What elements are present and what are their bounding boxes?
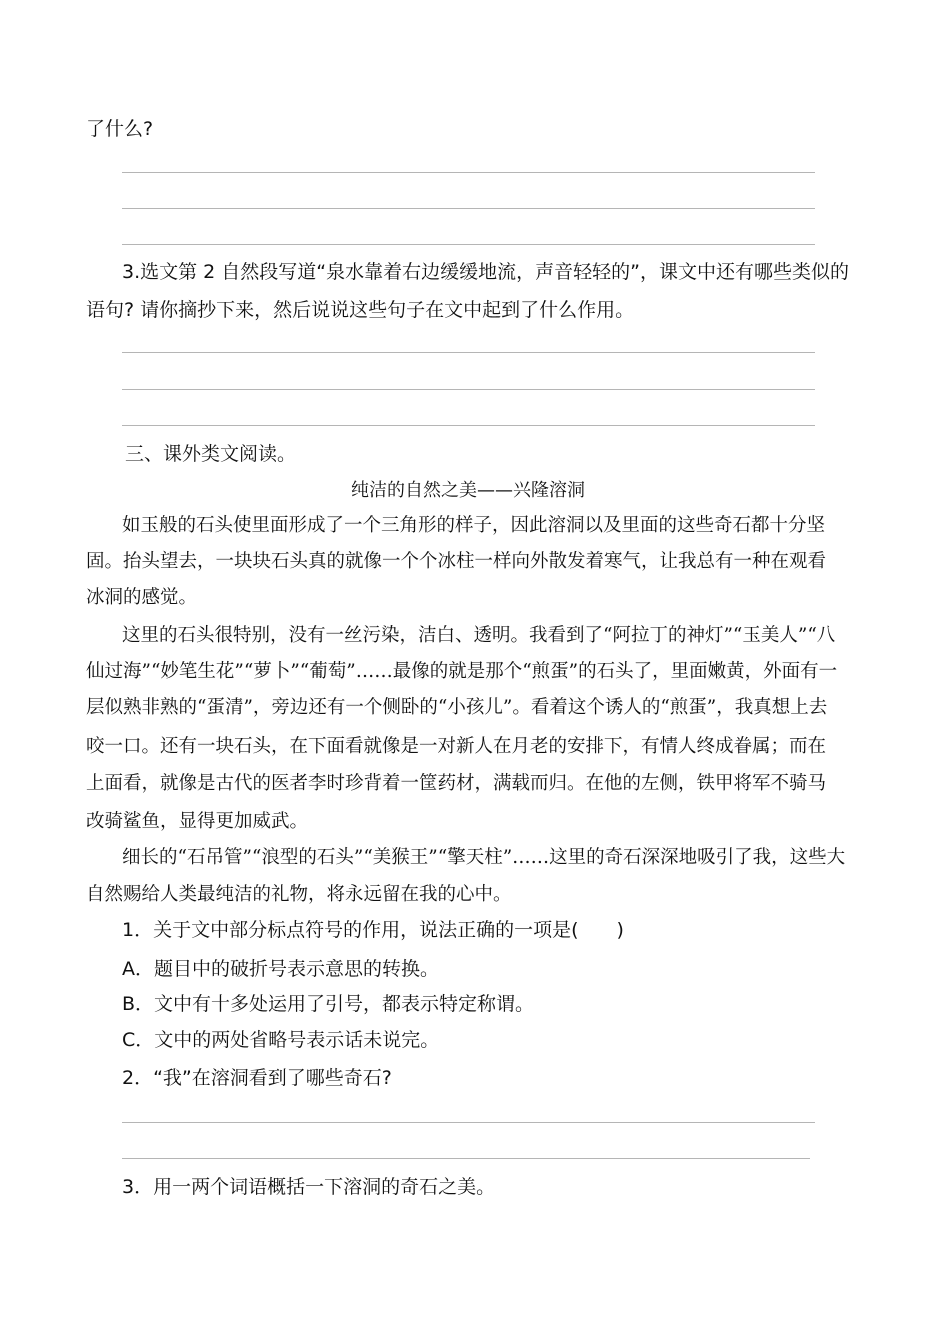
answer-line bbox=[122, 425, 815, 426]
question-2: 2．“我”在溶洞看到了哪些奇石? bbox=[122, 1067, 392, 1089]
article-p2-line-2: 仙过海”“妙笔生花”“萝卜”“葡萄”……最像的就是那个“煎蛋”的石头了，里面嫩黄，外面有一 bbox=[86, 661, 838, 682]
article-p1-line-2: 固。抬头望去，一块块石头真的就像一个个冰柱一样向外散发着寒气，让我总有一种在观看 bbox=[86, 551, 827, 572]
article-p3-line-2: 自然赐给人类最纯洁的礼物，将永远留在我的心中。 bbox=[86, 884, 512, 905]
option-c: C．文中的两处省略号表示话未说完。 bbox=[122, 1029, 440, 1051]
article-p2-line-4: 咬一口。还有一块石头，在下面看就像是一对新人在月老的安排下，有情人终成眷属；而在 bbox=[86, 736, 827, 757]
question-3-line-1: 3.选文第 2 自然段写道“泉水靠着右边缓缓地流，声音轻轻的”，课文中还有哪些类似的 bbox=[122, 261, 849, 283]
question-3-line-2: 语句? 请你摘抄下来，然后说说这些句子在文中起到了什么作用。 bbox=[86, 299, 635, 321]
answer-line bbox=[122, 1122, 815, 1123]
article-title: 纯洁的自然之美——兴隆溶洞 bbox=[351, 480, 585, 501]
article-p2-line-3: 层似熟非熟的“蛋清”，旁边还有一个侧卧的“小孩儿”。看着这个诱人的“煎蛋”，我真想上去 bbox=[86, 697, 828, 718]
article-p1-line-3: 冰洞的感觉。 bbox=[86, 587, 198, 608]
article-p2-line-1: 这里的石头很特别，没有一丝污染，洁白、透明。我看到了“阿拉丁的神灯”“玉美人”“八 bbox=[122, 625, 836, 646]
section-heading: 三、课外类文阅读。 bbox=[125, 443, 297, 465]
question-1: 1．关于文中部分标点符号的作用，说法正确的一项是( ) bbox=[122, 919, 624, 941]
answer-line bbox=[122, 172, 815, 173]
question-tail: 了什么? bbox=[86, 118, 154, 140]
article-p2-line-5: 上面看，就像是古代的医者李时珍背着一筐药材，满载而归。在他的左侧，铁甲将军不骑马 bbox=[86, 773, 827, 794]
article-p3-line-1: 细长的“石吊管”“浪型的石头”“美猴王”“擎天柱”……这里的奇石深深地吸引了我，这些大 bbox=[122, 847, 846, 868]
option-a: A．题目中的破折号表示意思的转换。 bbox=[122, 958, 439, 980]
answer-line bbox=[122, 244, 815, 245]
answer-line bbox=[122, 1158, 810, 1159]
answer-line bbox=[122, 389, 815, 390]
article-p1-line-1: 如玉般的石头使里面形成了一个三角形的样子，因此溶洞以及里面的这些奇石都十分坚 bbox=[122, 515, 826, 536]
answer-line bbox=[122, 208, 815, 209]
answer-line bbox=[122, 352, 815, 353]
article-p2-line-6: 改骑鲨鱼，显得更加威武。 bbox=[86, 811, 309, 832]
option-b: B．文中有十多处运用了引号，都表示特定称谓。 bbox=[122, 993, 535, 1015]
question-3: 3．用一两个词语概括一下溶洞的奇石之美。 bbox=[122, 1176, 496, 1198]
